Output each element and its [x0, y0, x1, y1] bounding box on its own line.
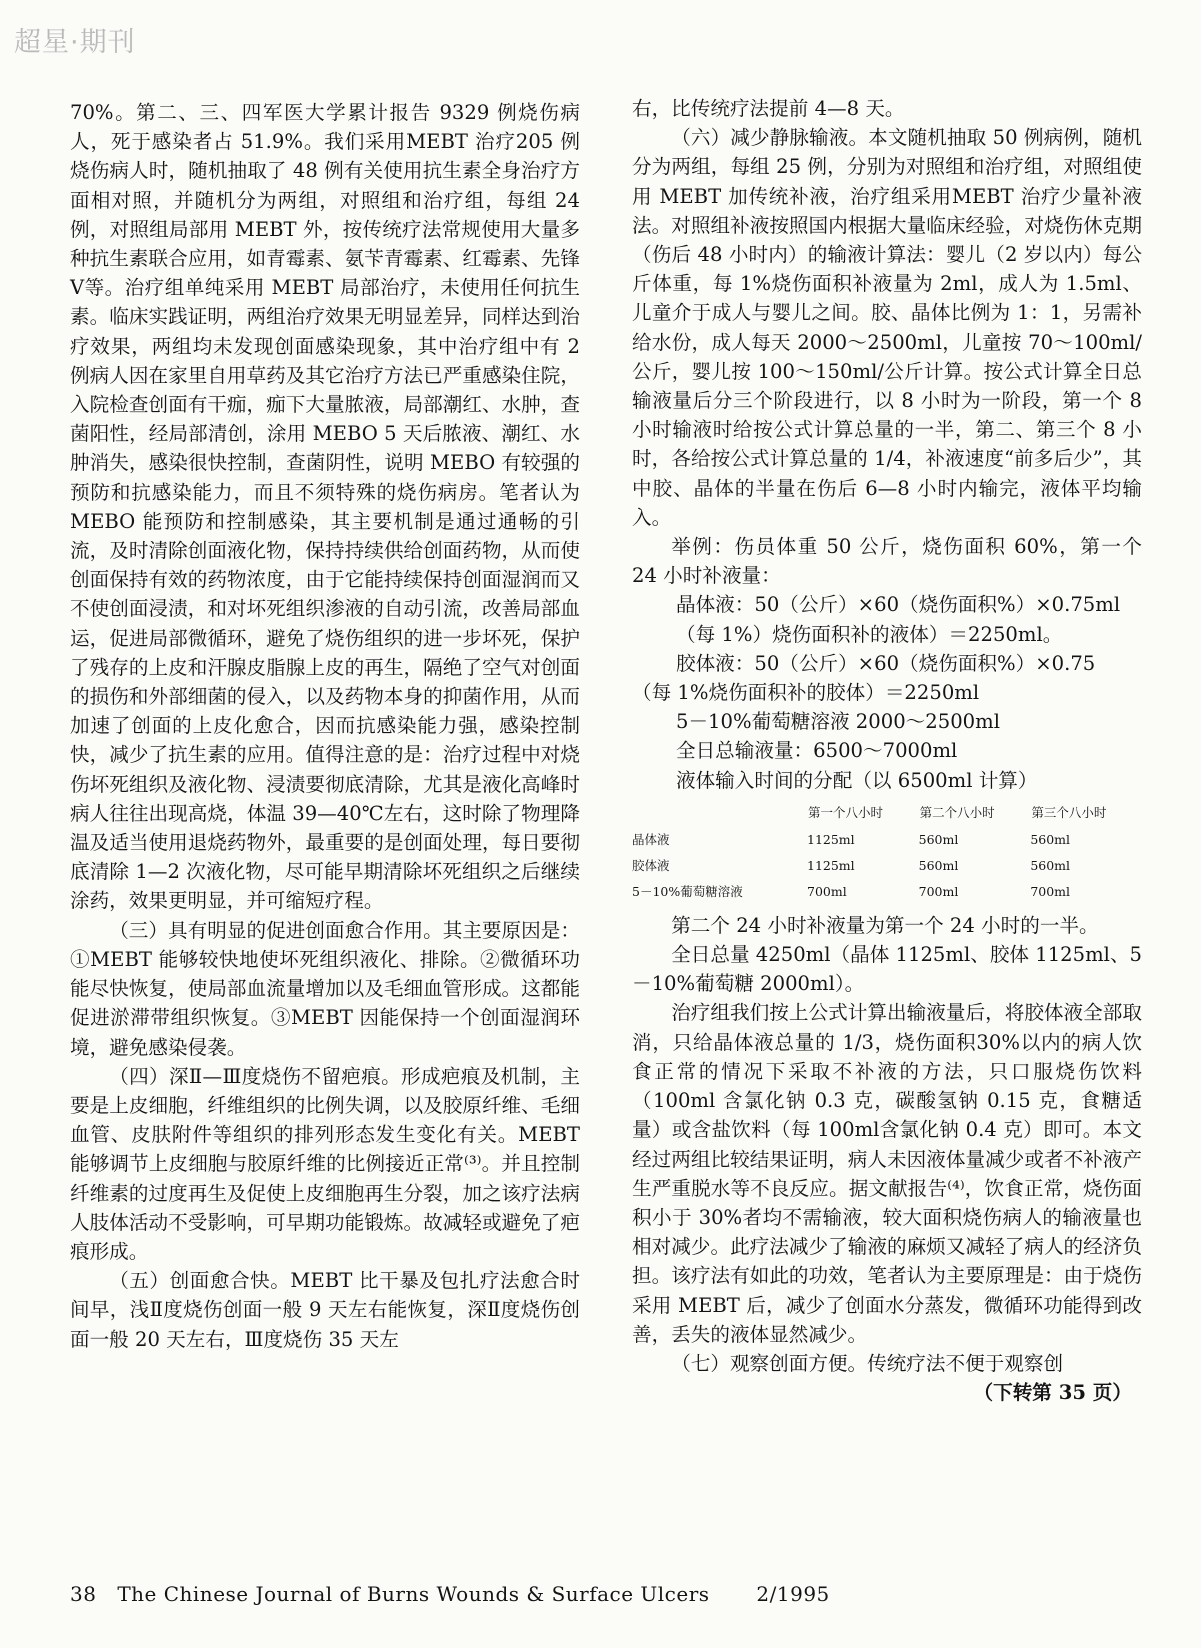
paragraph: 右，比传统疗法提前 4—8 天。	[632, 97, 905, 120]
table-row	[632, 879, 1142, 905]
paragraph: 全日总量 4250ml（晶体 1125ml、胶体 1125ml、5－10%葡萄糖 2000ml）。	[632, 943, 1143, 996]
table-row	[632, 827, 1142, 853]
table-cell: 560ml	[918, 831, 959, 847]
table-cell: 晶体液	[632, 831, 670, 847]
table-row	[632, 853, 1142, 879]
fluid-distribution-table	[632, 799, 1142, 905]
journal-title: The Chinese Journal of Burns Wounds & Surface Ulcers	[117, 1582, 710, 1606]
right-column	[632, 94, 1142, 1407]
left-column	[70, 98, 580, 1354]
paragraph: 举例：伤员体重 50 公斤，烧伤面积 60%，第一个 24 小时补液量：	[632, 535, 1142, 588]
formula-daily-total: 全日总输液量：6500～7000ml	[676, 739, 958, 763]
issue-number: 2/1995	[756, 1582, 830, 1606]
paragraph: 70%。第二、三、四军医大学累计报告 9329 例烧伤病人，死于感染者占 51.9%。我们采用MEBT 治疗205 例烧伤病人时，随机抽取了 48 例有关使用抗生素全身治疗方面相对照，并随机分为两组，对照组和治疗组，每组 24 例，对照组局部用 MEBT 外，按传统疗法常规使用大量多种抗生素联合应用，如青霉素、氨苄青霉素、红霉素、先锋Ⅴ等。治疗组单纯采用 MEBT 局部治疗，未使用任何抗生素。临床实践证明，两组治疗效果无明显差异，同样达到治疗效果，两组均未发现创面感染现象，其中治疗组中有 2 例病人因在家里自用草药及其它治疗方法已严重感染住院，入院检查创面有干痂，痂下大量脓液，局部潮红、水肿，查菌阳性，经局部清创，涂用 MEBO 5 天后脓液、潮红、水肿消失，感染很快控制，查菌阴性，说明 MEBO 有较强的预防和抗感染能力，而且不须特殊的烧伤病房。笔者认为 MEBO 能预防和控制感染，其主要机制是通过通畅的引流，及时清除创面液化物，保持持续供给创面药物，从而使创面保持有效的药物浓度，由于它能持续保持创面湿润而又不使创面浸渍，和对坏死组织渗液的自动引流，改善局部血运，促进局部微循环，避免了烧伤组织的进一步坏死，保护了残存的上皮和汗腺皮脂腺上皮的再生，隔绝了空气对创面的损伤和外部细菌的侵入，以及药物本身的抑菌作用，从而加速了创面的上皮化愈合，因而抗感染能力强，感染控制快，减少了抗生素的应用。值得注意的是：治疗过程中对烧伤坏死组织及液化物、浸渍要彻底清除，尤其是液化高峰时病人往往出现高烧，体温 39—40℃左右，这时除了物理降温及适当使用退烧药物外，最重要的是创面处理，每日要彻底清除 1—2 次液化物，尽可能早期清除坏死组织之后继续涂药，效果更明显，并可缩短疗程。	[70, 101, 580, 913]
formula-crystal-line2: （每 1%）烧伤面积补的液体）＝2250ml。	[676, 622, 1063, 646]
paragraph: 治疗组我们按上公式计算出输液量后，将胶体液全部取消，只给晶体液总量的 1/3，烧伤面积30%以内的病人饮食正常的情况下采取不补液的方法，只口服烧伤饮料（100ml 含氯化钠 0.3 克，碳酸氢钠 0.15 克，食糖适量）或含盐饮料（每 100ml含氯化钠 0.4 克）即可。本文经过两组比较结果证明，病人未因液体量减少或者不补液产生严重脱水等不良反应。据文献报告⁽⁴⁾，饮食正常，烧伤面积小于 30%者均不需输液，较大面积烧伤病人的输液量也相对减少。此疗法减少了输液的麻烦又减轻了病人的经济负担。该疗法有如此的功效，笔者认为主要原理是：由于烧伤采用 MEBT 后，减少了创面水分蒸发，微循环功能得到改善，丢失的液体显然减少。	[632, 1001, 1142, 1346]
formula-crystal-line1: 晶体液：50（公斤）×60（烧伤面积%）×0.75ml	[676, 593, 1121, 617]
table-cell: 560ml	[918, 857, 959, 873]
table-header	[632, 799, 807, 827]
watermark: 超星·期刊	[14, 27, 136, 58]
paragraph: （五）创面愈合快。MEBT 比干暴及包扎疗法愈合时间早，浅Ⅱ度烧伤创面一般 9 天左右能恢复，深Ⅱ度烧伤创面一般 20 天左右，Ⅲ度烧伤 35 天左	[70, 1269, 580, 1351]
table-header: 第二个八小时	[919, 804, 995, 820]
paragraph: 第二个 24 小时补液量为第一个 24 小时的一半。	[671, 913, 1099, 937]
page-footer	[70, 1582, 830, 1606]
continued-note: （下转第 35 页）	[973, 1381, 1132, 1405]
table-cell: 胶体液	[632, 857, 670, 873]
table-cell: 1125ml	[807, 857, 855, 873]
paragraph: （四）深Ⅱ—Ⅲ度烧伤不留疤痕。形成疤痕及机制，主要是上皮细胞，纤维组织的比例失调，以及胶原纤维、毛细血管、皮肤附件等组织的排列形态发生变化有关。MEBT 能够调节上皮细胞与胶原纤维的比例接近正常⁽³⁾。并且控制纤维素的过度再生及促使上皮细胞再生分裂，加之该疗法病人肢体活动不受影响，可早期功能锻炼。故减轻或避免了疤痕形成。	[70, 1064, 580, 1263]
table-cell: 700ml	[807, 883, 847, 899]
paragraph: （三）具有明显的促进创面愈合作用。其主要原因是：①MEBT 能够较快地使坏死组织液化、排除。②微循环功能尽快恢复，使局部血流量增加以及毛细血管形成。这都能促进淤滞带组织恢复。③MEBT 因能保持一个创面湿润环境，避免感染侵袭。	[70, 918, 580, 1059]
table-cell: 560ml	[1030, 857, 1071, 873]
table-cell: 560ml	[1030, 831, 1071, 847]
paragraph: （七）观察创面方便。传统疗法不便于观察创	[671, 1351, 1064, 1375]
table-cell: 700ml	[918, 883, 959, 899]
table-header-row	[632, 799, 1142, 827]
table-cell: 700ml	[1030, 883, 1071, 899]
formula-colloid-line1: 胶体液：50（公斤）×60（烧伤面积%）×0.75	[676, 651, 1096, 675]
page-number: 38	[70, 1582, 97, 1606]
table-header: 第三个八小时	[1031, 804, 1107, 820]
table-header: 第一个八小时	[808, 804, 884, 820]
table-cell: 1125ml	[807, 831, 855, 847]
formula-distribution-title: 液体输入时间的分配（以 6500ml 计算）	[676, 768, 1038, 792]
paragraph: （六）减少静脉输液。本文随机抽取 50 例病例，随机分为两组，每组 25 例，分别为对照组和治疗组，对照组使用 MEBT 加传统补液，治疗组采用MEBT 治疗少量补液法。对照组补液按照国内根据大量临床经验，对烧伤休克期（伤后 48 小时内）的输液计算法：婴儿（2 岁以内）每公斤体重，每 1%烧伤面积补液量为 2ml，成人为 1.5ml、儿童介于成人与婴儿之间。胶、晶体比例为 1：1，另需补给水份，成人每天 2000～2500ml，儿童按 70～100ml/公斤，婴儿按 100～150ml/公斤计算。按公式计算全日总输液量后分三个阶段进行，以 8 小时为一阶段，第一个 8 小时输液时给按公式计算总量的一半，第二、第三个 8 小时，各给按公式计算总量的 1/4，补液速度“前多后少”，其中胶、晶体的半量在伤后 6—8 小时内输完，液体平均输入。	[632, 126, 1142, 529]
formula-glucose: 5－10%葡萄糖溶液 2000～2500ml	[676, 710, 1000, 734]
table-cell: 5－10%葡萄糖溶液	[632, 883, 743, 899]
formula-colloid-line2: （每 1%烧伤面积补的胶体）＝2250ml	[632, 681, 980, 705]
